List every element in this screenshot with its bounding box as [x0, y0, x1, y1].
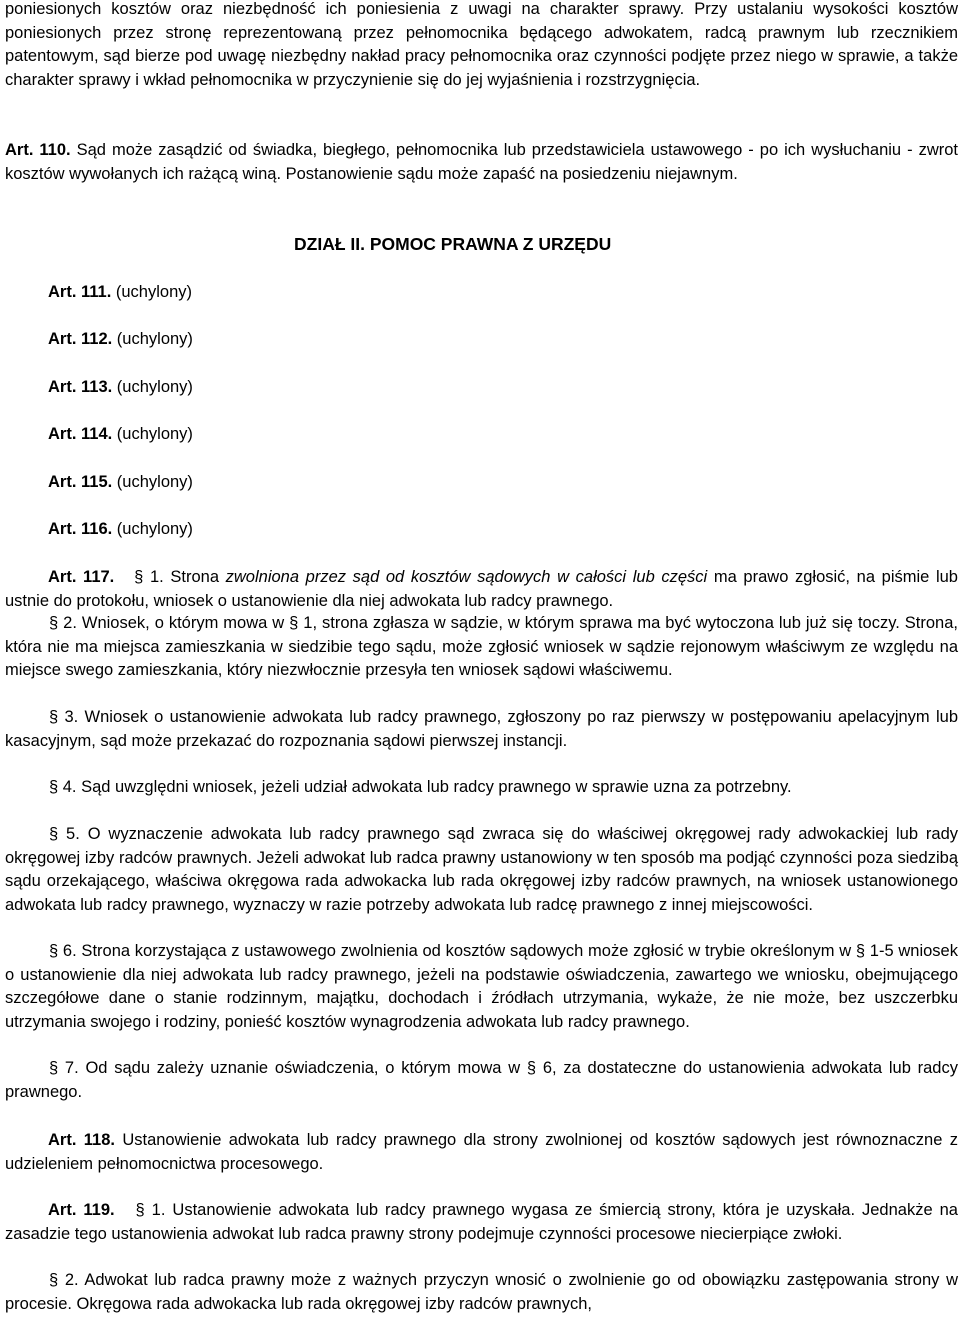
article-113	[48, 376, 193, 400]
paragraph-number: § 1.	[134, 568, 164, 586]
article-114	[48, 423, 193, 447]
article-110	[5, 139, 958, 186]
article-text: (uchylony)	[112, 425, 193, 443]
paragraph-text: Wniosek o ustanowienie adwokata lub radcy prawnego, zgłoszony po raz pierwszy w postępowaniu apelacyjnym lub kasacyjnym, sąd może przekazać do rozpoznania sądowi pierwszej instancji.	[5, 708, 958, 750]
article-117-par-4	[5, 776, 958, 800]
article-label: Art. 115.	[48, 473, 113, 491]
article-text: (uchylony)	[112, 473, 193, 491]
article-label: Art. 117.	[48, 568, 115, 586]
paragraph-text: ma prawo zgłosić, na piśmie lub ustnie do protokołu, wniosek o ustanowienie dla niej adwokata lub radcy prawnego.	[5, 568, 958, 610]
paragraph-text: Wniosek, o którym mowa w § 1, strona zgłasza w sądzie, w którym sprawa ma być wytoczona lub już się toczy. Strona, która nie ma miejsca zamieszkania w siedzibie tego sądu, może zgłosić wniosek w sądzie rejonowym właściwym ze względu na miejsce swego zamieszkania, który niezwłocznie przesyła ten wniosek sądowi właściwemu.	[5, 614, 958, 680]
paragraph-art109-continuation	[5, 0, 958, 92]
article-115	[48, 471, 193, 495]
article-label: Art. 118.	[48, 1131, 115, 1149]
article-117-par-1	[5, 566, 958, 613]
paragraph-text: Strona	[163, 568, 226, 586]
paragraph-text: Ustanowienie adwokata lub radcy prawnego wygasa ze śmiercią strony, która je uzyskała. Jednakże na zasadzie tego ustanowienia adwokat lub radca prawny strony podejmuje czynności procesowe niecierpiące zwłoki.	[5, 1201, 958, 1243]
article-117-par-3	[5, 706, 958, 753]
article-label: Art. 114.	[48, 425, 113, 443]
article-text: Ustanowienie adwokata lub radcy prawnego dla strony zwolnionej od kosztów sądowych jest równoznaczne z udzieleniem pełnomocnictwa procesowego.	[5, 1131, 958, 1173]
article-117-par-5	[5, 823, 958, 917]
paragraph-number: § 1.	[135, 1201, 166, 1219]
article-label: Art. 112.	[48, 330, 113, 348]
paragraph-text: Sąd uwzględni wniosek, jeżeli udział adwokata lub radcy prawnego w sprawie uzna za potrzebny.	[76, 778, 792, 796]
article-label: Art. 111.	[48, 283, 112, 301]
paragraph-number: § 2.	[49, 614, 77, 632]
paragraph-number: § 2.	[49, 1271, 79, 1289]
article-116	[48, 518, 193, 542]
paragraph-text: O wyznaczenie adwokata lub radcy prawnego sąd zwraca się do właściwej okręgowej rady adwokackiej lub rady okręgowej izby radców prawnych. Jeżeli adwokat lub radca prawny ustanowiony w ten sposób ma podjąć czynności poza siedzibą sądu orzekającego, właściwa okręgowa rada adwokacka lub rada okręgowej izby radców prawnych, na wniosek ustanowionego adwokata lub radcy prawnego, wyznaczy w razie potrzeby adwokata lub radcę prawnego z innej miejscowości.	[5, 825, 958, 914]
article-117-par-2	[5, 612, 958, 683]
article-label: Art. 110.	[5, 141, 71, 159]
article-text: Sąd może zasądzić od świadka, biegłego, pełnomocnika lub przedstawiciela ustawowego - po ich wysłuchaniu - zwrot kosztów wywołanych ich rażącą winą. Postanowienie sądu może zapaść na posiedzeniu niejawnym.	[5, 141, 958, 183]
paragraph-text: Od sądu zależy uznanie oświadczenia, o którym mowa w § 6, za dostateczne do ustanowienia adwokata lub radcy prawnego.	[5, 1059, 958, 1101]
article-119-par-1	[5, 1199, 958, 1246]
article-119-par-2	[5, 1269, 958, 1316]
article-118	[5, 1129, 958, 1176]
paragraph-text: Strona korzystająca z ustawowego zwolnienia od kosztów sądowych może zgłosić w trybie określonym w § 1-5 wniosek o ustanowienie dla niej adwokata lub radcy prawnego, jeżeli na podstawie oświadczenia, zawartego we wniosku, obejmującego szczegółowe dane o stanie rodzinnym, majątku, dochodach i źródłach utrzymania, wykaże, że nie może, bez uszczerbku utrzymania swojego i rodziny, ponieść kosztów wynagrodzenia adwokata lub radcy prawnego.	[5, 942, 958, 1031]
article-117-par-7	[5, 1057, 958, 1104]
paragraph-number: § 4.	[49, 778, 77, 796]
paragraph-text: Adwokat lub radca prawny może z ważnych przyczyn wnosić o zwolnienie go od obowiązku zastępowania strony w procesie. Okręgowa rada adwokacka lub rada okręgowej izby radców prawnych,	[5, 1271, 958, 1313]
paragraph-number: § 7.	[49, 1059, 79, 1077]
article-text: (uchylony)	[112, 330, 193, 348]
article-text: (uchylony)	[112, 520, 193, 538]
article-117-par-6	[5, 940, 958, 1034]
article-label: Art. 119.	[48, 1201, 115, 1219]
article-label: Art. 116.	[48, 520, 113, 538]
paragraph-number: § 5.	[49, 825, 80, 843]
paragraph-number: § 3.	[49, 708, 79, 726]
section-heading: DZIAŁ II. POMOC PRAWNA Z URZĘDU	[294, 234, 612, 254]
paragraph-text-italic: zwolniona przez sąd od kosztów sądowych w całości lub części	[225, 568, 708, 586]
article-111	[48, 281, 192, 305]
article-label: Art. 113.	[48, 378, 113, 396]
article-112	[48, 328, 193, 352]
paragraph-text: poniesionych kosztów oraz niezbędność ich poniesienia z uwagi na charakter sprawy. Przy ustalaniu wysokości kosztów poniesionych przez stronę reprezentowaną przez pełnomocnika będącego adwokatem, radcą prawnym lub rzecznikiem patentowym, sąd bierze pod uwagę niezbędny nakład pracy pełnomocnika oraz czynności podjęte przez niego w sprawie, a także charakter sprawy i wkład pełnomocnika w przyczynienie się do jej wyjaśnienia i rozstrzygnięcia.	[5, 0, 958, 89]
paragraph-number: § 6.	[49, 942, 77, 960]
article-text: (uchylony)	[111, 283, 192, 301]
article-text: (uchylony)	[112, 378, 193, 396]
